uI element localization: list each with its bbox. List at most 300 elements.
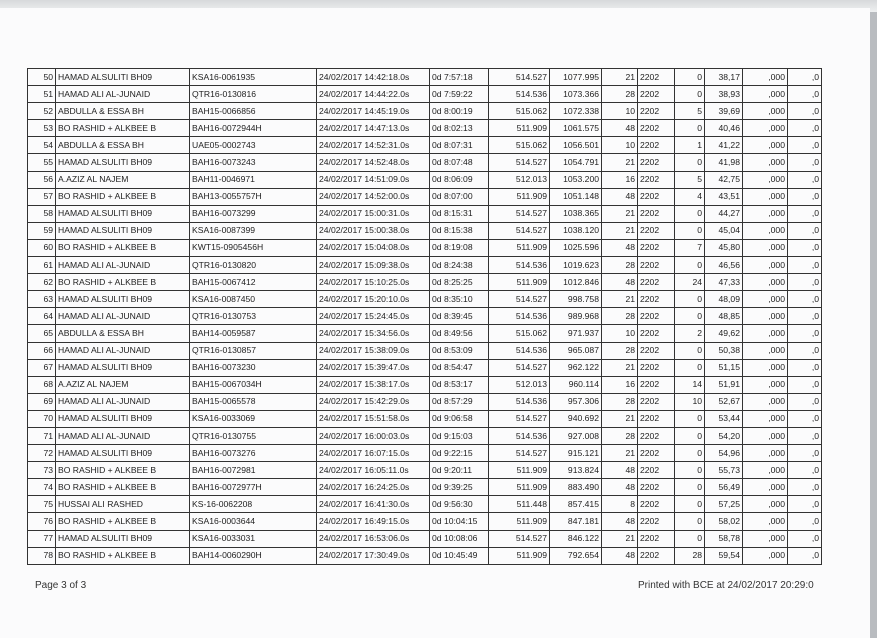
cell-arrival-time: 24/02/2017 16:41:30.0s — [317, 496, 430, 513]
cell-ring-number: QTR16-0130857 — [190, 342, 317, 359]
cell-distance: 511.909 — [489, 188, 550, 205]
cell-entries: 28 — [602, 308, 638, 325]
cell-prize: 1 — [675, 137, 705, 154]
cell-position: 73 — [28, 462, 56, 479]
cell-entries: 21 — [602, 154, 638, 171]
cell-race-code: 2202 — [638, 205, 675, 222]
cell-arrival-time: 24/02/2017 15:24:45.0s — [317, 308, 430, 325]
cell-extra: ,0 — [788, 257, 822, 274]
cell-entries: 21 — [602, 530, 638, 547]
cell-entries: 16 — [602, 376, 638, 393]
cell-velocity: 1073.366 — [550, 86, 602, 103]
cell-coefficient: 43,51 — [705, 188, 743, 205]
cell-ring-number: KS-16-0062208 — [190, 496, 317, 513]
cell-entries: 21 — [602, 69, 638, 86]
cell-points: ,000 — [743, 547, 788, 564]
cell-entries: 48 — [602, 120, 638, 137]
cell-entries: 21 — [602, 445, 638, 462]
cell-entries: 48 — [602, 188, 638, 205]
cell-extra: ,0 — [788, 445, 822, 462]
cell-race-code: 2202 — [638, 325, 675, 342]
cell-points: ,000 — [743, 359, 788, 376]
cell-ring-number: BAH15-0065578 — [190, 393, 317, 410]
cell-prize: 0 — [675, 496, 705, 513]
cell-arrival-time: 24/02/2017 15:04:08.0s — [317, 239, 430, 256]
cell-race-code: 2202 — [638, 342, 675, 359]
cell-extra: ,0 — [788, 103, 822, 120]
cell-distance: 514.536 — [489, 393, 550, 410]
printed-by-note: Printed with BCE at 24/02/2017 20:29:0 — [638, 580, 814, 591]
cell-distance: 511.909 — [489, 547, 550, 564]
cell-points: ,000 — [743, 205, 788, 222]
cell-velocity: 1025.596 — [550, 239, 602, 256]
cell-extra: ,0 — [788, 291, 822, 308]
cell-flight-duration: 0d 8:39:45 — [430, 308, 489, 325]
cell-velocity: 965.087 — [550, 342, 602, 359]
cell-race-code: 2202 — [638, 530, 675, 547]
cell-velocity: 792.654 — [550, 547, 602, 564]
cell-distance: 514.527 — [489, 530, 550, 547]
cell-loft-name: BO RASHID + ALKBEE B — [56, 188, 190, 205]
cell-distance: 514.527 — [489, 410, 550, 427]
cell-loft-name: BO RASHID + ALKBEE B — [56, 462, 190, 479]
cell-arrival-time: 24/02/2017 15:39:47.0s — [317, 359, 430, 376]
cell-loft-name: HAMAD ALI AL-JUNAID — [56, 393, 190, 410]
cell-race-code: 2202 — [638, 69, 675, 86]
cell-velocity: 1019.623 — [550, 257, 602, 274]
table-row — [28, 188, 822, 205]
cell-velocity: 971.937 — [550, 325, 602, 342]
cell-position: 72 — [28, 445, 56, 462]
table-row — [28, 462, 822, 479]
cell-extra: ,0 — [788, 325, 822, 342]
cell-arrival-time: 24/02/2017 15:09:38.0s — [317, 257, 430, 274]
cell-distance: 511.909 — [489, 274, 550, 291]
cell-velocity: 857.415 — [550, 496, 602, 513]
cell-distance: 514.527 — [489, 359, 550, 376]
cell-velocity: 1038.120 — [550, 222, 602, 239]
cell-loft-name: HAMAD ALSULITI BH09 — [56, 222, 190, 239]
cell-ring-number: BAH11-0046971 — [190, 171, 317, 188]
cell-race-code: 2202 — [638, 171, 675, 188]
cell-coefficient: 38,17 — [705, 69, 743, 86]
cell-distance: 514.527 — [489, 154, 550, 171]
cell-ring-number: KSA16-0087399 — [190, 222, 317, 239]
cell-race-code: 2202 — [638, 393, 675, 410]
cell-prize: 0 — [675, 530, 705, 547]
cell-coefficient: 45,04 — [705, 222, 743, 239]
cell-ring-number: KSA16-0087450 — [190, 291, 317, 308]
cell-entries: 28 — [602, 393, 638, 410]
cell-prize: 24 — [675, 274, 705, 291]
cell-loft-name: BO RASHID + ALKBEE B — [56, 120, 190, 137]
table-row — [28, 69, 822, 86]
cell-flight-duration: 0d 8:00:19 — [430, 103, 489, 120]
cell-ring-number: KWT15-0905456H — [190, 239, 317, 256]
table-row — [28, 205, 822, 222]
cell-points: ,000 — [743, 239, 788, 256]
cell-arrival-time: 24/02/2017 15:00:31.0s — [317, 205, 430, 222]
cell-flight-duration: 0d 8:15:38 — [430, 222, 489, 239]
cell-velocity: 998.758 — [550, 291, 602, 308]
cell-extra: ,0 — [788, 222, 822, 239]
cell-velocity: 962.122 — [550, 359, 602, 376]
cell-entries: 21 — [602, 410, 638, 427]
cell-flight-duration: 0d 9:39:25 — [430, 479, 489, 496]
cell-loft-name: HAMAD ALI AL-JUNAID — [56, 308, 190, 325]
cell-velocity: 1072.338 — [550, 103, 602, 120]
cell-points: ,000 — [743, 120, 788, 137]
cell-velocity: 957.306 — [550, 393, 602, 410]
cell-points: ,000 — [743, 222, 788, 239]
cell-race-code: 2202 — [638, 410, 675, 427]
cell-entries: 48 — [602, 274, 638, 291]
cell-position: 56 — [28, 171, 56, 188]
cell-ring-number: QTR16-0130753 — [190, 308, 317, 325]
table-row — [28, 513, 822, 530]
table-row — [28, 154, 822, 171]
cell-arrival-time: 24/02/2017 16:00:03.0s — [317, 427, 430, 444]
table-row — [28, 547, 822, 564]
cell-extra: ,0 — [788, 359, 822, 376]
cell-velocity: 1051.148 — [550, 188, 602, 205]
cell-loft-name: HAMAD ALI AL-JUNAID — [56, 86, 190, 103]
cell-flight-duration: 0d 8:35:10 — [430, 291, 489, 308]
cell-entries: 21 — [602, 291, 638, 308]
cell-position: 63 — [28, 291, 56, 308]
cell-entries: 10 — [602, 137, 638, 154]
cell-entries: 21 — [602, 359, 638, 376]
cell-arrival-time: 24/02/2017 17:30:49.0s — [317, 547, 430, 564]
cell-extra: ,0 — [788, 547, 822, 564]
cell-ring-number: BAH16-0072981 — [190, 462, 317, 479]
cell-coefficient: 58,02 — [705, 513, 743, 530]
cell-prize: 0 — [675, 427, 705, 444]
cell-arrival-time: 24/02/2017 14:52:00.0s — [317, 188, 430, 205]
cell-entries: 10 — [602, 103, 638, 120]
cell-points: ,000 — [743, 376, 788, 393]
cell-position: 54 — [28, 137, 56, 154]
table-row — [28, 239, 822, 256]
cell-velocity: 1056.501 — [550, 137, 602, 154]
cell-coefficient: 59,54 — [705, 547, 743, 564]
cell-distance: 512.013 — [489, 171, 550, 188]
cell-flight-duration: 0d 7:59:22 — [430, 86, 489, 103]
table-row — [28, 342, 822, 359]
cell-coefficient: 58,78 — [705, 530, 743, 547]
cell-extra: ,0 — [788, 154, 822, 171]
cell-velocity: 883.490 — [550, 479, 602, 496]
cell-flight-duration: 0d 9:56:30 — [430, 496, 489, 513]
cell-race-code: 2202 — [638, 547, 675, 564]
cell-velocity: 1012.846 — [550, 274, 602, 291]
cell-ring-number: BAH16-0073230 — [190, 359, 317, 376]
cell-flight-duration: 0d 8:54:47 — [430, 359, 489, 376]
cell-entries: 16 — [602, 171, 638, 188]
cell-loft-name: HAMAD ALI AL-JUNAID — [56, 342, 190, 359]
cell-velocity: 1054.791 — [550, 154, 602, 171]
cell-velocity: 1038.365 — [550, 205, 602, 222]
cell-points: ,000 — [743, 496, 788, 513]
cell-prize: 0 — [675, 445, 705, 462]
cell-race-code: 2202 — [638, 479, 675, 496]
cell-velocity: 1061.575 — [550, 120, 602, 137]
cell-distance: 514.536 — [489, 427, 550, 444]
cell-loft-name: BO RASHID + ALKBEE B — [56, 239, 190, 256]
cell-prize: 5 — [675, 103, 705, 120]
cell-points: ,000 — [743, 410, 788, 427]
cell-prize: 0 — [675, 120, 705, 137]
cell-ring-number: QTR16-0130820 — [190, 257, 317, 274]
cell-race-code: 2202 — [638, 308, 675, 325]
table-row — [28, 120, 822, 137]
cell-prize: 14 — [675, 376, 705, 393]
cell-points: ,000 — [743, 274, 788, 291]
cell-distance: 515.062 — [489, 103, 550, 120]
cell-extra: ,0 — [788, 342, 822, 359]
cell-coefficient: 55,73 — [705, 462, 743, 479]
cell-flight-duration: 0d 8:25:25 — [430, 274, 489, 291]
cell-velocity: 846.122 — [550, 530, 602, 547]
cell-coefficient: 46,56 — [705, 257, 743, 274]
cell-position: 69 — [28, 393, 56, 410]
cell-points: ,000 — [743, 69, 788, 86]
cell-race-code: 2202 — [638, 137, 675, 154]
cell-position: 70 — [28, 410, 56, 427]
cell-flight-duration: 0d 8:02:13 — [430, 120, 489, 137]
cell-prize: 0 — [675, 513, 705, 530]
cell-race-code: 2202 — [638, 274, 675, 291]
cell-extra: ,0 — [788, 188, 822, 205]
cell-loft-name: HAMAD ALSULITI BH09 — [56, 69, 190, 86]
cell-entries: 28 — [602, 427, 638, 444]
cell-race-code: 2202 — [638, 154, 675, 171]
cell-race-code: 2202 — [638, 496, 675, 513]
cell-arrival-time: 24/02/2017 15:20:10.0s — [317, 291, 430, 308]
cell-coefficient: 47,33 — [705, 274, 743, 291]
cell-extra: ,0 — [788, 171, 822, 188]
table-row — [28, 479, 822, 496]
cell-arrival-time: 24/02/2017 14:51:09.0s — [317, 171, 430, 188]
cell-race-code: 2202 — [638, 239, 675, 256]
cell-entries: 28 — [602, 342, 638, 359]
cell-loft-name: HUSSAI ALI RASHED — [56, 496, 190, 513]
cell-entries: 10 — [602, 325, 638, 342]
cell-extra: ,0 — [788, 530, 822, 547]
cell-position: 74 — [28, 479, 56, 496]
cell-ring-number: BAH16-0072977H — [190, 479, 317, 496]
cell-loft-name: HAMAD ALI AL-JUNAID — [56, 427, 190, 444]
cell-points: ,000 — [743, 291, 788, 308]
cell-position: 68 — [28, 376, 56, 393]
table-row — [28, 103, 822, 120]
cell-ring-number: BAH13-0055757H — [190, 188, 317, 205]
cell-coefficient: 40,46 — [705, 120, 743, 137]
cell-extra: ,0 — [788, 479, 822, 496]
table-row — [28, 427, 822, 444]
cell-coefficient: 48,85 — [705, 308, 743, 325]
cell-arrival-time: 24/02/2017 15:51:58.0s — [317, 410, 430, 427]
cell-prize: 5 — [675, 171, 705, 188]
cell-coefficient: 49,62 — [705, 325, 743, 342]
cell-ring-number: BAH14-0060290H — [190, 547, 317, 564]
cell-prize: 0 — [675, 69, 705, 86]
cell-loft-name: A.AZIZ AL NAJEM — [56, 376, 190, 393]
table-row — [28, 359, 822, 376]
cell-prize: 0 — [675, 462, 705, 479]
cell-ring-number: BAH16-0073276 — [190, 445, 317, 462]
cell-coefficient: 51,91 — [705, 376, 743, 393]
cell-flight-duration: 0d 8:07:31 — [430, 137, 489, 154]
cell-entries: 48 — [602, 547, 638, 564]
results-rows — [28, 69, 822, 565]
cell-velocity: 989.968 — [550, 308, 602, 325]
cell-extra: ,0 — [788, 308, 822, 325]
cell-flight-duration: 0d 10:08:06 — [430, 530, 489, 547]
cell-loft-name: ABDULLA & ESSA BH — [56, 103, 190, 120]
cell-distance: 511.909 — [489, 462, 550, 479]
cell-distance: 514.536 — [489, 257, 550, 274]
race-results-table — [27, 68, 822, 565]
cell-position: 61 — [28, 257, 56, 274]
cell-race-code: 2202 — [638, 462, 675, 479]
cell-flight-duration: 0d 8:53:17 — [430, 376, 489, 393]
cell-flight-duration: 0d 9:22:15 — [430, 445, 489, 462]
cell-race-code: 2202 — [638, 291, 675, 308]
cell-arrival-time: 24/02/2017 16:24:25.0s — [317, 479, 430, 496]
cell-extra: ,0 — [788, 274, 822, 291]
cell-position: 52 — [28, 103, 56, 120]
cell-prize: 0 — [675, 86, 705, 103]
cell-flight-duration: 0d 8:57:29 — [430, 393, 489, 410]
cell-arrival-time: 24/02/2017 16:07:15.0s — [317, 445, 430, 462]
cell-extra: ,0 — [788, 120, 822, 137]
cell-coefficient: 57,25 — [705, 496, 743, 513]
cell-coefficient: 53,44 — [705, 410, 743, 427]
cell-loft-name: HAMAD ALSULITI BH09 — [56, 205, 190, 222]
cell-loft-name: BO RASHID + ALKBEE B — [56, 274, 190, 291]
cell-ring-number: BAH14-0059587 — [190, 325, 317, 342]
cell-points: ,000 — [743, 393, 788, 410]
cell-arrival-time: 24/02/2017 14:44:22.0s — [317, 86, 430, 103]
cell-points: ,000 — [743, 188, 788, 205]
cell-extra: ,0 — [788, 376, 822, 393]
cell-loft-name: ABDULLA & ESSA BH — [56, 137, 190, 154]
table-row — [28, 376, 822, 393]
cell-prize: 2 — [675, 325, 705, 342]
cell-race-code: 2202 — [638, 376, 675, 393]
table-row — [28, 410, 822, 427]
cell-points: ,000 — [743, 171, 788, 188]
cell-distance: 514.527 — [489, 205, 550, 222]
cell-coefficient: 48,09 — [705, 291, 743, 308]
cell-extra: ,0 — [788, 239, 822, 256]
cell-prize: 4 — [675, 188, 705, 205]
cell-extra: ,0 — [788, 137, 822, 154]
cell-ring-number: BAH16-0073299 — [190, 205, 317, 222]
cell-arrival-time: 24/02/2017 15:10:25.0s — [317, 274, 430, 291]
cell-flight-duration: 0d 8:07:48 — [430, 154, 489, 171]
cell-ring-number: BAH16-0072944H — [190, 120, 317, 137]
cell-entries: 21 — [602, 222, 638, 239]
cell-position: 75 — [28, 496, 56, 513]
cell-position: 57 — [28, 188, 56, 205]
cell-distance: 514.536 — [489, 342, 550, 359]
cell-position: 50 — [28, 69, 56, 86]
cell-extra: ,0 — [788, 496, 822, 513]
cell-prize: 28 — [675, 547, 705, 564]
cell-points: ,000 — [743, 325, 788, 342]
cell-race-code: 2202 — [638, 513, 675, 530]
cell-entries: 28 — [602, 86, 638, 103]
cell-coefficient: 39,69 — [705, 103, 743, 120]
cell-prize: 0 — [675, 479, 705, 496]
cell-points: ,000 — [743, 103, 788, 120]
cell-ring-number: UAE05-0002743 — [190, 137, 317, 154]
cell-prize: 0 — [675, 205, 705, 222]
cell-flight-duration: 0d 9:06:58 — [430, 410, 489, 427]
cell-extra: ,0 — [788, 462, 822, 479]
cell-distance: 514.527 — [489, 445, 550, 462]
cell-loft-name: BO RASHID + ALKBEE B — [56, 513, 190, 530]
table-row — [28, 308, 822, 325]
cell-position: 58 — [28, 205, 56, 222]
cell-position: 59 — [28, 222, 56, 239]
cell-race-code: 2202 — [638, 257, 675, 274]
cell-arrival-time: 24/02/2017 14:52:31.0s — [317, 137, 430, 154]
cell-entries: 48 — [602, 479, 638, 496]
cell-points: ,000 — [743, 154, 788, 171]
cell-velocity: 927.008 — [550, 427, 602, 444]
table-row — [28, 393, 822, 410]
table-row — [28, 325, 822, 342]
cell-distance: 511.909 — [489, 513, 550, 530]
cell-position: 76 — [28, 513, 56, 530]
cell-coefficient: 51,15 — [705, 359, 743, 376]
cell-flight-duration: 0d 10:04:15 — [430, 513, 489, 530]
cell-ring-number: QTR16-0130755 — [190, 427, 317, 444]
cell-position: 66 — [28, 342, 56, 359]
cell-coefficient: 38,93 — [705, 86, 743, 103]
cell-prize: 0 — [675, 342, 705, 359]
cell-ring-number: KSA16-0033069 — [190, 410, 317, 427]
cell-position: 64 — [28, 308, 56, 325]
cell-distance: 511.448 — [489, 496, 550, 513]
cell-distance: 514.536 — [489, 86, 550, 103]
cell-distance: 515.062 — [489, 137, 550, 154]
cell-points: ,000 — [743, 530, 788, 547]
cell-ring-number: QTR16-0130816 — [190, 86, 317, 103]
cell-points: ,000 — [743, 257, 788, 274]
cell-velocity: 960.114 — [550, 376, 602, 393]
cell-position: 65 — [28, 325, 56, 342]
cell-entries: 21 — [602, 205, 638, 222]
cell-coefficient: 56,49 — [705, 479, 743, 496]
cell-race-code: 2202 — [638, 222, 675, 239]
cell-position: 67 — [28, 359, 56, 376]
cell-flight-duration: 0d 8:15:31 — [430, 205, 489, 222]
cell-loft-name: ABDULLA & ESSA BH — [56, 325, 190, 342]
cell-race-code: 2202 — [638, 445, 675, 462]
table-row — [28, 222, 822, 239]
cell-flight-duration: 0d 8:53:09 — [430, 342, 489, 359]
cell-arrival-time: 24/02/2017 16:49:15.0s — [317, 513, 430, 530]
cell-loft-name: A.AZIZ AL NAJEM — [56, 171, 190, 188]
cell-loft-name: HAMAD ALSULITI BH09 — [56, 410, 190, 427]
cell-coefficient: 44,27 — [705, 205, 743, 222]
cell-points: ,000 — [743, 342, 788, 359]
cell-distance: 511.909 — [489, 120, 550, 137]
